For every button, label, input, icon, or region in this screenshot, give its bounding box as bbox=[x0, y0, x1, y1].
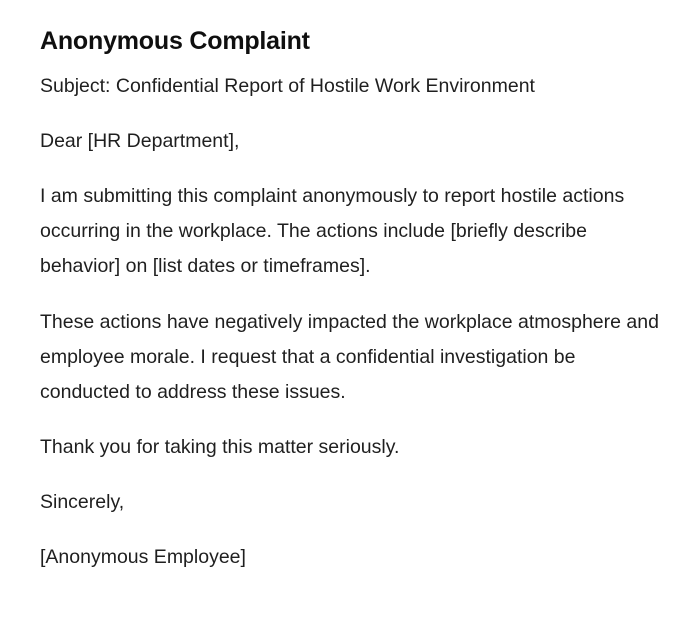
thank-you-line: Thank you for taking this matter seriously. bbox=[40, 436, 400, 458]
body-paragraph-1: I am submitting this complaint anonymously to report hostile actions occurring in the workplace. The actions include [briefly describe behavior] on [list dates or timeframes]. bbox=[40, 185, 625, 277]
salutation: Dear [HR Department], bbox=[40, 130, 240, 152]
document-title: Anonymous Complaint bbox=[40, 27, 310, 55]
complaint-letter bbox=[40, 24, 660, 575]
body-paragraph-2: These actions have negatively impacted the workplace atmosphere and employee morale. I request that a confidential investigation be conducted to address these issues. bbox=[40, 311, 659, 403]
subject-line: Subject: Confidential Report of Hostile Work Environment bbox=[40, 75, 535, 97]
closing-line: Sincerely, bbox=[40, 491, 125, 513]
signature-placeholder: [Anonymous Employee] bbox=[40, 546, 246, 568]
